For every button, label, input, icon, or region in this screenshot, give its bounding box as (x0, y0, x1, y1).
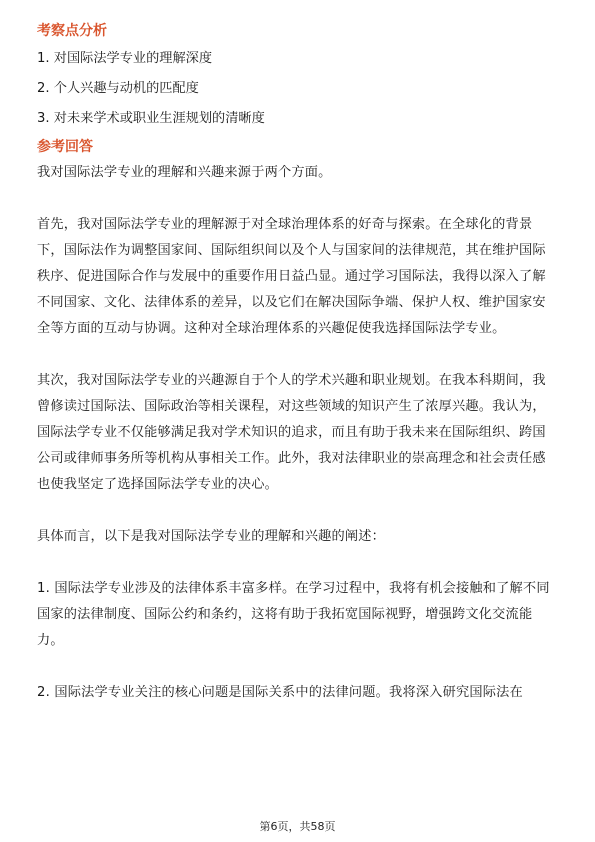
answer-paragraph: 我对国际法学专业的理解和兴趣来源于两个方面。 (37, 165, 332, 180)
answer-paragraph: 其次，我对国际法学专业的兴趣源自于个人的学术兴趣和职业规划。在我本科期间，我曾修读过国际法、国际政治等相关课程，对这些领域的知识产生了浓厚兴趣。我认为，国际法学专业不仅能够满足我对学术知识的追求，而且有助于我未来在国际组织、跨国公司或律师事务所等机构从事相关工作。此外，我对法律职业的崇高理念和社会责任感也使我坚定了选择国际法学专业的决心。 (37, 373, 546, 492)
answer-heading: 参考回答 (37, 139, 93, 155)
analysis-item: 3. 对未来学术或职业生涯规划的清晰度 (37, 111, 265, 126)
page-number: 第6页，共58页 (259, 820, 336, 833)
page-content (37, 18, 559, 706)
answer-paragraph: 2. 国际法学专业关注的核心问题是国际关系中的法律问题。我将深入研究国际法在 (37, 685, 523, 700)
answer-paragraph: 1. 国际法学专业涉及的法律体系丰富多样。在学习过程中，我将有机会接触和了解不同国家的法律制度、国际公约和条约，这将有助于我拓宽国际视野，增强跨文化交流能力。 (37, 581, 550, 648)
analysis-item: 2. 个人兴趣与动机的匹配度 (37, 81, 199, 96)
analysis-heading: 考察点分析 (37, 23, 107, 39)
answer-paragraph: 具体而言，以下是我对国际法学专业的理解和兴趣的阐述： (37, 529, 386, 544)
answer-paragraph: 首先，我对国际法学专业的理解源于对全球治理体系的好奇与探索。在全球化的背景下，国际法作为调整国家间、国际组织间以及个人与国家间的法律规范，其在维护国际秩序、促进国际合作与发展中的重要作用日益凸显。通过学习国际法，我得以深入了解不同国家、文化、法律体系的差异，以及它们在解决国际争端、保护人权、维护国家安全等方面的互动与协调。这种对全球治理体系的兴趣促使我选择国际法学专业。 (37, 217, 546, 336)
analysis-item: 1. 对国际法学专业的理解深度 (37, 51, 213, 66)
